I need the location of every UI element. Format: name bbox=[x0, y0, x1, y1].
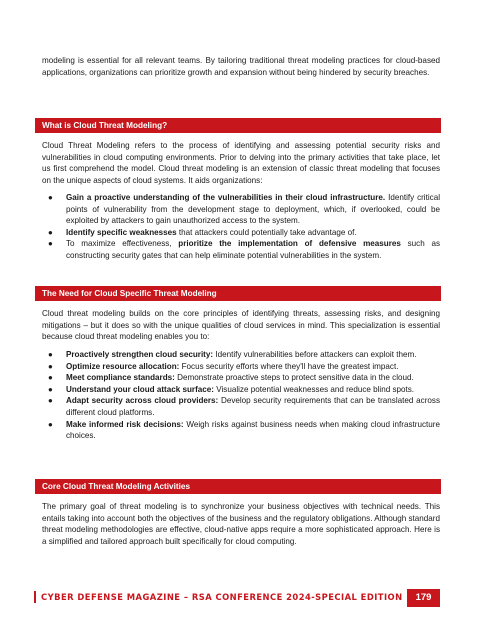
list-item: ● Make informed risk decisions: Weigh risks against business needs when making cloud infrastructure choices. bbox=[48, 419, 440, 441]
list-item: ● Optimize resource allocation: Focus security efforts where they'll have the greatest impact. bbox=[48, 361, 399, 371]
bullet-icon: ● bbox=[48, 373, 53, 383]
bullet-icon: ● bbox=[48, 239, 53, 249]
section3-paragraph: The primary goal of threat modeling is to synchronize your business objectives with technical needs. This entails taking into account both the objectives of the business and the regulatory obligations. Although standard threat modeling methodologies are effective, cloud-native apps require a more sophisticated approach. Here is a simplified and tailored approach built specifically for cloud computing. bbox=[42, 502, 440, 546]
list-item: ● Meet compliance standards: Demonstrate proactive steps to protect sensitive data in the cloud. bbox=[48, 373, 414, 383]
footer-accent-bar bbox=[34, 591, 36, 603]
list-item: ● Gain a proactive understanding of the vulnerabilities in their cloud infrastructure. Identify critical points of vulnerability from the development stage to deployment, which, if overlooked, could be exploited by attackers to gain unauthorized access to the system. bbox=[48, 193, 441, 226]
page-number: 179 bbox=[407, 589, 440, 607]
bullet-icon: ● bbox=[48, 419, 53, 429]
list-item: ● Proactively strengthen cloud security: Identify vulnerabilities before attackers can exploit them. bbox=[48, 350, 417, 359]
footer-magazine-title: CYBER DEFENSE MAGAZINE – RSA CONFERENCE 2024-SPECIAL EDITION bbox=[41, 592, 403, 602]
list-item: ● To maximize effectiveness, prioritize the implementation of defensive measures such as constructing security gates that can help eliminate potential vulnerabilities in the system. bbox=[48, 239, 440, 260]
intro-paragraph: modeling is essential for all relevant teams. By tailoring traditional threat modeling practices for cloud-based applications, organizations can prioritize growth and expansion without being hindered by security breaches. bbox=[42, 56, 440, 77]
section-heading-what-is: What is Cloud Threat Modeling? bbox=[35, 118, 441, 133]
bullet-icon: ● bbox=[48, 396, 53, 406]
bullet-icon: ● bbox=[48, 227, 53, 237]
bullet-icon: ● bbox=[48, 193, 53, 202]
bullet-icon: ● bbox=[48, 384, 53, 394]
section1-paragraph: Cloud Threat Modeling refers to the process of identifying and assessing potential security risks and vulnerabilities in cloud computing environments. Prior to delving into the primary activities that take place, let us first comprehend the model. Cloud threat modeling is an extension of classic threat modeling that focuses on the unique aspects of cloud systems. It aids organizations: bbox=[42, 141, 440, 185]
section-heading-core-activities: Core Cloud Threat Modeling Activities bbox=[35, 479, 441, 494]
list-item: ● Adapt security across cloud providers: Develop security requirements that can be translated across different cloud platforms. bbox=[48, 396, 440, 417]
section2-paragraph: Cloud threat modeling builds on the core principles of identifying threats, assessing risks, and designing mitigations – but it does so with the unique qualities of cloud services in mind. This specialization is essential because cloud threat modeling enables you to: bbox=[42, 309, 440, 342]
bullet-icon: ● bbox=[48, 350, 53, 359]
list-item: ● Understand your cloud attack surface: Visualize potential weaknesses and reduce blind spots. bbox=[48, 384, 415, 394]
list-item: ● Identify specific weaknesses that attackers could potentially take advantage of. bbox=[48, 227, 357, 237]
section2-bullet-list bbox=[42, 349, 440, 442]
bullet-icon: ● bbox=[48, 361, 53, 371]
section-heading-need-for: The Need for Cloud Specific Threat Modeling bbox=[35, 286, 441, 301]
section1-bullet-list bbox=[42, 192, 440, 262]
